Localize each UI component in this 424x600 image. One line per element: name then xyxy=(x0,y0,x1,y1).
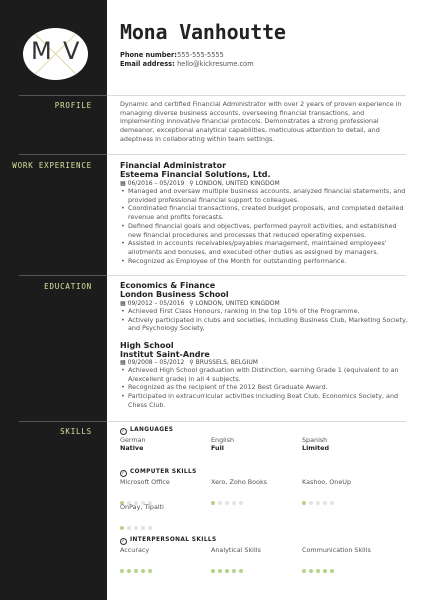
rating-dot xyxy=(239,501,243,505)
school-name: London Business School xyxy=(120,290,229,299)
rating-dot xyxy=(323,501,327,505)
skill-rating xyxy=(120,558,155,562)
rating-dot xyxy=(218,501,222,505)
rating-dot xyxy=(330,569,334,573)
education-bullets xyxy=(120,366,410,410)
location-pin-icon: ⚲ xyxy=(189,180,194,187)
rating-dot xyxy=(127,569,131,573)
degree-title: Economics & Finance xyxy=(120,281,216,290)
list-item: • Recognized as the recipient of the 2012 Best Graduate Award. xyxy=(120,383,410,392)
sidebar-divider xyxy=(19,421,107,422)
rating-dot xyxy=(218,569,222,573)
rating-dot xyxy=(309,501,313,505)
sidebar xyxy=(0,0,107,600)
education-location: BRUSSELS, BELGIUM xyxy=(195,359,258,366)
rating-dot xyxy=(225,501,229,505)
section-divider xyxy=(107,154,406,155)
section-divider xyxy=(107,95,406,96)
initials-avatar xyxy=(23,28,88,80)
skill-rating xyxy=(211,558,246,562)
degree-title: High School xyxy=(120,341,174,350)
education-dates: 09/2008 – 05/2012 xyxy=(127,359,185,366)
section-divider xyxy=(107,421,406,422)
skill-name: Accuracy xyxy=(120,546,150,554)
skill-name: OnPay, Tipalti xyxy=(120,503,164,511)
list-item: • Defined financial goals and objectives, performed payroll activities, and established new financial procedures and processes that reduced operating expenses. xyxy=(120,222,410,239)
profile-section-title: PROFILE xyxy=(54,101,92,110)
rating-dot xyxy=(302,501,306,505)
rating-dot xyxy=(316,569,320,573)
computer-skills-icon: ✓ xyxy=(121,471,126,476)
skills-section-title: SKILLS xyxy=(60,427,92,436)
skill-name: Xero, Zoho Books xyxy=(211,478,267,486)
initial-second: V xyxy=(63,37,80,65)
phone-label: Phone number: xyxy=(120,51,177,59)
languages-heading-label: LANGUAGES xyxy=(130,427,174,433)
language-name: Spanish xyxy=(302,436,328,444)
calendar-icon: ▦ xyxy=(120,300,126,307)
work-section-title: WORK EXPERIENCE xyxy=(12,161,92,170)
rating-dot xyxy=(232,569,236,573)
rating-dot xyxy=(148,526,152,530)
list-item: • Actively participated in clubs and societies, including Business Club, Marketing Society, and Psychology Society. xyxy=(120,316,410,333)
phone-value: 555-555-5555 xyxy=(177,51,224,59)
rating-dot xyxy=(141,569,145,573)
location-pin-icon: ⚲ xyxy=(189,359,194,366)
rating-dot xyxy=(120,569,124,573)
language-level: Native xyxy=(120,444,144,452)
job-meta xyxy=(120,180,280,187)
calendar-icon: ▦ xyxy=(120,359,126,366)
interpersonal-skills-icon: ✓ xyxy=(121,539,126,544)
computer-skills-heading xyxy=(120,469,197,477)
skill-rating xyxy=(302,490,337,494)
languages-icon: ✓ xyxy=(121,429,126,434)
computer-skills-heading-label: COMPUTER SKILLS xyxy=(130,469,197,475)
email-row xyxy=(120,60,254,68)
list-item: • Assisted in accounts receivables/payables management, maintained employees' allotments and bonuses, and executed other duties as assigned by managers. xyxy=(120,239,410,256)
list-item: • Managed and oversaw multiple business accounts, analyzed financial statements, and provided professional financial support to colleagues. xyxy=(120,187,410,204)
job-dates: 06/2016 – 05/2019 xyxy=(127,180,185,187)
rating-dot xyxy=(330,501,334,505)
rating-dot xyxy=(309,569,313,573)
phone-row xyxy=(120,51,224,59)
rating-dot xyxy=(232,501,236,505)
rating-dot xyxy=(134,569,138,573)
rating-dot xyxy=(211,569,215,573)
rating-dot xyxy=(239,569,243,573)
skill-name: Analytical Skills xyxy=(211,546,261,554)
list-item: • Coordinated financial transactions, created budget proposals, and completed detailed revenue and profits forecasts. xyxy=(120,204,410,221)
list-item: • Recognized as Employee of the Month for outstanding performance. xyxy=(120,257,410,266)
job-location: LONDON, UNITED KINGDOM xyxy=(195,180,280,187)
job-title: Financial Administrator xyxy=(120,161,227,170)
language-name: English xyxy=(211,436,235,444)
skill-rating xyxy=(302,558,337,562)
language-name: German xyxy=(120,436,146,444)
list-item: • Achieved First Class Honours, ranking in the top 10% of the Programme. xyxy=(120,307,410,316)
education-meta xyxy=(120,300,280,307)
location-pin-icon: ⚲ xyxy=(189,300,194,307)
email-value: hello@kickresume.com xyxy=(177,60,254,68)
education-section-title: EDUCATION xyxy=(44,282,92,291)
skill-rating xyxy=(120,490,155,494)
languages-heading xyxy=(120,427,173,435)
list-item: • Participated in extracurricular activities including Boat Club, Economics Society, and Chess Club. xyxy=(120,392,410,409)
profile-text: Dynamic and certified Financial Administrator with over 2 years of proven experience in managing diverse business accounts, overseeing financial transactions, and implementing innovative financial protocols. Demonstrates a strong professional demeanor, exceptional analytical capabilities, meticulous attention to detail, and adeptness in collaborating within team settings. xyxy=(120,100,402,143)
rating-dot xyxy=(148,569,152,573)
rating-dot xyxy=(120,526,124,530)
interpersonal-skills-heading xyxy=(120,537,217,545)
skill-name: Communication Skills xyxy=(302,546,371,554)
initial-first: M xyxy=(31,37,52,65)
skill-rating xyxy=(211,490,246,494)
sidebar-divider xyxy=(19,154,107,155)
rating-dot xyxy=(302,569,306,573)
education-bullets xyxy=(120,307,410,333)
rating-dot xyxy=(225,569,229,573)
skill-name: Kashoo, OneUp xyxy=(302,478,352,486)
rating-dot xyxy=(134,526,138,530)
education-dates: 09/2012 – 05/2016 xyxy=(127,300,185,307)
rating-dot xyxy=(141,526,145,530)
section-divider xyxy=(107,275,406,276)
skill-rating xyxy=(120,515,155,519)
rating-dot xyxy=(211,501,215,505)
rating-dot xyxy=(323,569,327,573)
language-level: Full xyxy=(211,444,224,452)
list-item: • Achieved High School graduation with Distinction, earning Grade 1 (equivalent to an A/excellent grade) in all 4 subjects. xyxy=(120,366,410,383)
rating-dot xyxy=(127,526,131,530)
candidate-name: Mona Vanhoutte xyxy=(120,20,286,44)
education-location: LONDON, UNITED KINGDOM xyxy=(195,300,280,307)
email-label: Email address: xyxy=(120,60,175,68)
calendar-icon: ▦ xyxy=(120,180,126,187)
sidebar-divider xyxy=(19,275,107,276)
interpersonal-skills-heading-label: INTERPERSONAL SKILLS xyxy=(130,537,217,543)
education-meta xyxy=(120,359,258,366)
school-name: Institut Saint-Andre xyxy=(120,350,210,359)
job-bullets xyxy=(120,187,410,265)
sidebar-divider xyxy=(19,95,107,96)
skill-name: Microsoft Office xyxy=(120,478,170,486)
company-name: Esteema Financial Solutions, Ltd. xyxy=(120,170,271,179)
language-level: Limited xyxy=(302,444,330,452)
rating-dot xyxy=(316,501,320,505)
